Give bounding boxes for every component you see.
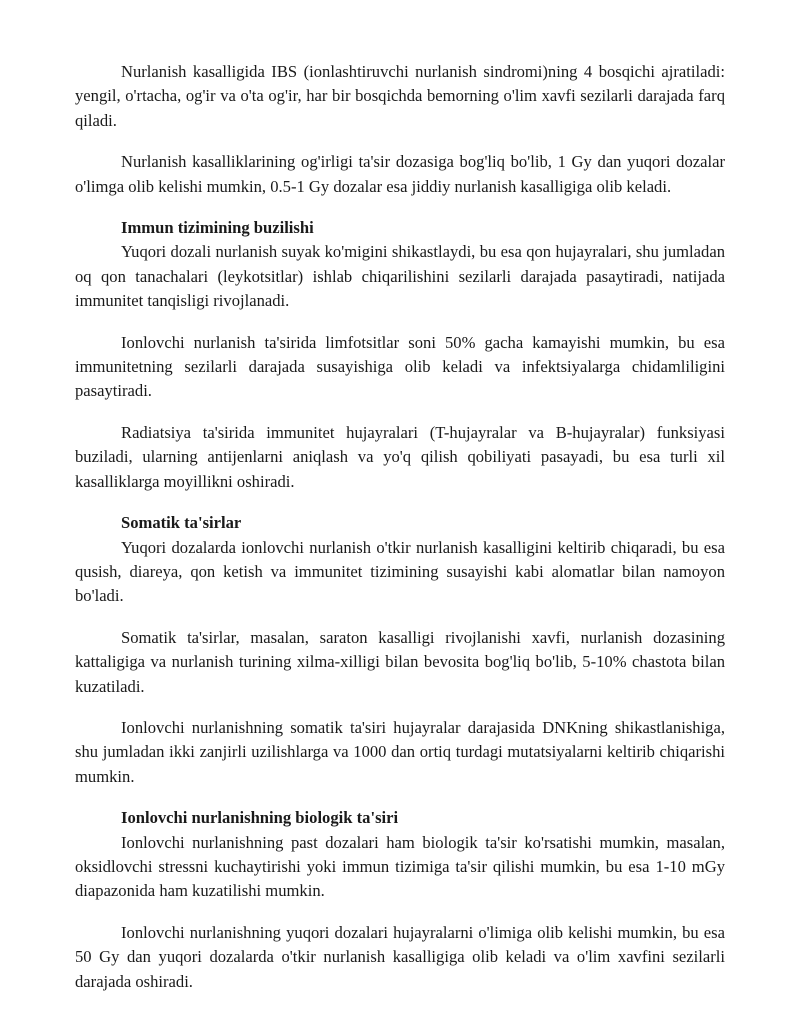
section-heading-somatic: Somatik ta'sirlar [121,513,242,533]
section-heading-biological: Ionlovchi nurlanishning biologik ta'siri [121,808,399,828]
paragraph-low-dose: Ionlovchi nurlanishning past dozalari ham biologik ta'sir ko'rsatishi mumkin, masalan, oksidlovchi stressni kuchaytirishi yoki immun tizimiga ta'sir qilishi mumkin, bu esa 1-10 mGy diapazonida ham kuzatilishi mumkin. [75,832,725,901]
paragraph-lymphocytes: Ionlovchi nurlanish ta'sirida limfotsitlar soni 50% gacha kamayishi mumkin, bu esa immunitetning sezilarli darajada susayishiga olib keladi va infektsiyalarga chidamliligini pasaytiradi. [75,332,725,401]
paragraph-dose-severity: Nurlanish kasalliklarining og'irligi ta'sir dozasiga bog'liq bo'lib, 1 Gy dan yuqori dozalar o'limga olib kelishi mumkin, 0.5-1 Gy dozalar esa jiddiy nurlanish kasalligiga olib keladi. [75,152,725,196]
paragraph-t-b-cells: Radiatsiya ta'sirida immunitet hujayralari (T-hujayralar va B-hujayralar) funksiyasi buziladi, ularning antijenlarni aniqlash va yo'q qilish qobiliyati pasayadi, bu esa turli xil kasalliklarga moyillikni oshiradi. [75,422,725,491]
paragraph-cancer-risk: Somatik ta'sirlar, masalan, saraton kasalligi rivojlanishi xavfi, nurlanish dozasining kattaligiga va nurlanish turining xilma-xilligi bilan bevosita bog'liq bo'lib, 5-10% chastota bilan kuzatiladi. [75,627,725,696]
paragraph-high-dose: Ionlovchi nurlanishning yuqori dozalari hujayralarni o'limiga olib kelishi mumkin, bu esa 50 Gy dan yuqori dozalarda o'tkir nurlanish kasalligiga olib keladi va o'lim xavfini sezilarli darajada oshiradi. [75,922,725,991]
section-heading-immune: Immun tizimining buzilishi [121,218,314,238]
paragraph-bone-marrow: Yuqori dozali nurlanish suyak ko'migini shikastlaydi, bu esa qon hujayralari, shu jumladan oq qon tanachalari (leykotsitlar) ishlab chiqarilishini sezilarli darajada pasaytiradi, natijada immunitet tanqisligi rivojlanadi. [75,242,725,311]
paragraph-dna-damage: Ionlovchi nurlanishning somatik ta'siri hujayralar darajasida DNKning shikastlanishiga, shu jumladan ikki zanjirli uzilishlarga va 1000 dan ortiq turdagi mutatsiyalarni keltirib chiqarishi mumkin. [75,717,725,786]
document-page [75,60,725,994]
paragraph-ibs-stages: Nurlanish kasalligida IBS (ionlashtiruvchi nurlanish sindromi)ning 4 bosqichi ajratiladi: yengil, o'rtacha, og'ir va o'ta og'ir, har bir bosqichda bemorning o'lim xavfi sezilarli darajada farq qiladi. [75,62,725,130]
paragraph-acute-radiation: Yuqori dozalarda ionlovchi nurlanish o'tkir nurlanish kasalligini keltirib chiqaradi, bu esa qusish, diareya, qon ketish va immunitet tizimining susayishi kabi alomatlar bilan namoyon bo'ladi. [75,537,725,606]
